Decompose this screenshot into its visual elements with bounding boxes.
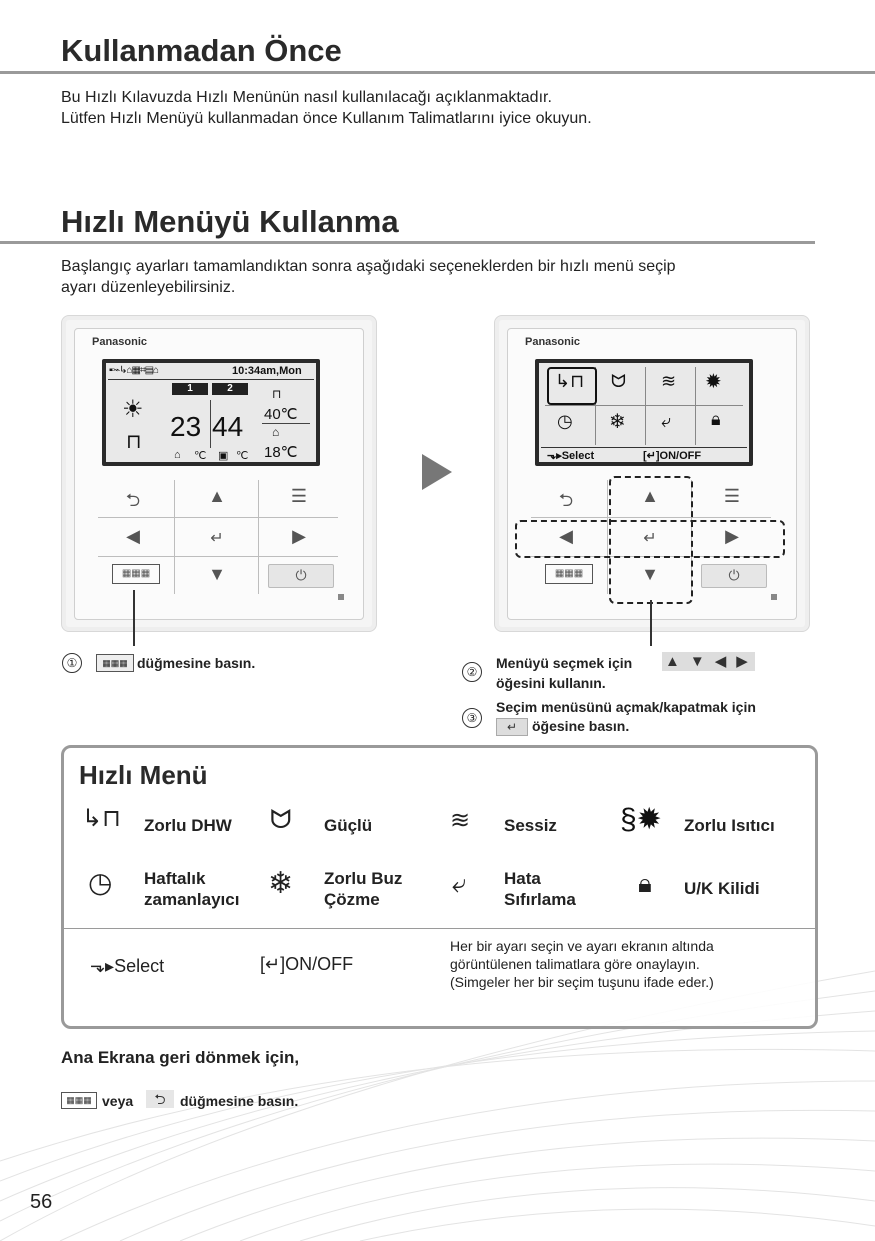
indicator-led: [771, 594, 777, 600]
quick-menu-panel: [61, 745, 818, 1029]
highlight-left-right: [515, 520, 785, 558]
item-weekly-timer: [144, 868, 239, 910]
lcd-select-hint: ⬎▸Select: [547, 450, 595, 462]
tank-small-icon: ▣: [218, 450, 229, 462]
lcd-screen: [102, 359, 320, 466]
quick-menu-title: Hızlı Menü: [79, 760, 208, 790]
select-legend: ⬎▸Select: [90, 956, 165, 976]
indicator-led: [338, 594, 344, 600]
intro-line: Lütfen Hızlı Menüyü kullanmadan önce Kullanım Talimatlarını iyice okuyun.: [61, 110, 592, 127]
power-button[interactable]: [701, 564, 767, 588]
return-key-icon: ⮌: [146, 1090, 174, 1108]
lock-icon: 🔒︎: [638, 868, 652, 898]
enter-button[interactable]: ↵: [210, 530, 224, 547]
step-2-line1: Menüyü seçmek için: [496, 655, 633, 671]
enter-key-icon: ↵: [496, 718, 528, 736]
onoff-label: ON/OFF: [659, 450, 702, 462]
section-title-before-use: Kullanmadan Önce: [61, 33, 342, 68]
item-label: zamanlayıcı: [144, 890, 240, 909]
weekly-timer-icon: ◷: [88, 867, 113, 898]
grid-line: [174, 480, 175, 594]
grid-line: [258, 480, 259, 594]
title-rule: [0, 71, 875, 74]
item-label: Çözme: [324, 890, 380, 909]
outdoor-icon: ⌂: [272, 425, 280, 439]
lcd-grid: [645, 367, 646, 445]
lcd-display: [106, 363, 316, 462]
brand-logo: Panasonic: [92, 336, 148, 348]
step-1-number: ①: [62, 653, 82, 673]
lcd-divider: [108, 379, 314, 380]
zone-1-badge: 1: [172, 383, 208, 395]
step-3-number: ③: [462, 708, 482, 728]
down-button[interactable]: ▼: [208, 564, 226, 584]
item-force-heater: Zorlu Isıtıcı: [684, 816, 775, 835]
pointer-line: [133, 590, 135, 646]
return-heading: Ana Ekrana geri dönmek için,: [61, 1048, 300, 1067]
menu-button[interactable]: ☰: [290, 486, 308, 506]
item-label: Sıfırlama: [504, 890, 576, 909]
zone-2-badge: 2: [212, 383, 248, 395]
step-2-number: ②: [462, 662, 482, 682]
tank-icon: ⊓: [272, 387, 282, 401]
item-forced-defrost: [324, 868, 402, 910]
quick-menu-key-icon: ▦▦▦: [96, 654, 134, 672]
forced-dhw-icon: ↳⊓: [555, 371, 585, 391]
left-button[interactable]: ◀: [126, 526, 140, 546]
item-quiet: Sessiz: [504, 816, 557, 835]
title-rule: [0, 241, 815, 244]
item-powerful: Güçlü: [324, 816, 373, 835]
zone-1-temp: 23: [170, 411, 202, 442]
lcd-grid: [695, 367, 696, 445]
forced-defrost-icon: ❄: [268, 867, 294, 900]
return-button[interactable]: ⮌: [125, 490, 141, 510]
grid-line: [98, 556, 338, 557]
remote-controller-quick-menu: [494, 315, 810, 632]
forced-defrost-icon: ❄: [609, 411, 626, 433]
return-or: veya: [102, 1093, 134, 1109]
clock-readout: 10:34am,Mon: [232, 365, 302, 377]
page-number: 56: [30, 1191, 53, 1213]
outdoor-temp: 18℃: [264, 444, 298, 461]
quiet-icon: ≋: [661, 371, 677, 391]
lock-icon: 🔒︎: [711, 409, 721, 429]
arrow-keys-icon: ▲ ▼ ◀ ▶: [662, 652, 755, 670]
quick-menu-key-icon: ▦▦▦: [61, 1092, 97, 1109]
note-line: Her bir ayarı seçin ve ayarı ekranın altında: [450, 938, 714, 954]
unit-label: ℃: [194, 450, 207, 462]
down-button[interactable]: ▼: [641, 564, 659, 584]
onoff-legend-label: ON/OFF: [285, 954, 354, 974]
powerful-icon: ᗢ: [270, 804, 292, 834]
item-lock: U/K Kilidi: [684, 879, 760, 898]
power-button[interactable]: [268, 564, 334, 588]
select-label: Select: [561, 450, 595, 462]
return-button[interactable]: ⮌: [558, 490, 574, 510]
note-line: görüntülenen talimatlara göre onaylayın.: [450, 956, 700, 972]
return-press: düğmesine basın.: [180, 1093, 299, 1109]
step-1-text: düğmesine basın.: [137, 655, 256, 671]
up-button[interactable]: ▲: [641, 486, 659, 506]
step-3-line1: Seçim menüsünü açmak/kapatmak için: [496, 699, 756, 715]
quiet-icon: ≋: [450, 807, 471, 834]
force-heater-icon: ✹: [705, 371, 722, 393]
panel-divider: [64, 928, 815, 929]
item-forced-dhw: Zorlu DHW: [144, 816, 232, 835]
lcd-grid: [545, 405, 743, 406]
note-line: (Simgeler her bir seçim tuşunu ifade eder.): [450, 974, 714, 990]
unit-label: ℃: [236, 450, 249, 462]
error-reset-icon: ⤶: [452, 868, 467, 898]
quick-menu-note: [450, 937, 714, 991]
lcd-display: [539, 363, 749, 462]
force-heater-icon: §✹: [620, 803, 662, 836]
quick-menu-button[interactable]: ▦▦▦: [545, 564, 593, 584]
item-label: Hata: [504, 869, 541, 888]
enter-button[interactable]: ↵: [643, 530, 657, 547]
pointer-line: [650, 600, 652, 646]
step-2-line2: öğesini kullanın.: [496, 675, 606, 691]
right-button[interactable]: ▶: [292, 526, 306, 546]
quick-menu-button[interactable]: ▦▦▦: [112, 564, 160, 584]
section-title-quick-menu-use: Hızlı Menüyü Kullanma: [61, 204, 399, 239]
intro-paragraph: [61, 87, 592, 129]
left-button[interactable]: ◀: [559, 526, 573, 546]
next-arrow-icon: [420, 452, 454, 492]
lcd-divider: [541, 447, 747, 448]
power-icon: ⏻: [295, 567, 307, 583]
item-error-reset: [504, 868, 576, 910]
lcd-onoff-hint: [↵]ON/OFF: [643, 450, 702, 462]
onoff-legend: [↵]ON/OFF: [260, 954, 354, 974]
zone-2-temp: 44: [212, 411, 244, 442]
up-button[interactable]: ▲: [208, 486, 226, 506]
remote-controller-home: [61, 315, 377, 632]
lcd-divider: [262, 423, 310, 424]
item-label: Haftalık: [144, 869, 206, 888]
usage-line: ayarı düzenleyebilirsiniz.: [61, 279, 236, 296]
sun-icon: ☀: [122, 396, 144, 423]
home-temp-icon: ⌂: [174, 449, 181, 461]
powerful-icon: ᗢ: [611, 371, 626, 391]
tap-icon: ⊓: [126, 431, 142, 453]
power-icon: ⏻: [728, 567, 740, 583]
weekly-timer-icon: ◷: [557, 411, 573, 431]
usage-line: Başlangıç ayarları tamamlandıktan sonra aşağıdaki seçeneklerden bir hızlı menü seçip: [61, 258, 676, 275]
usage-paragraph: [61, 256, 676, 298]
item-label: Zorlu Buz: [324, 869, 403, 888]
tank-temp: 40℃: [264, 406, 298, 423]
right-button[interactable]: ▶: [725, 526, 739, 546]
temp-separator: [210, 400, 211, 448]
intro-line: Bu Hızlı Kılavuzda Hızlı Menünün nasıl kullanılacağı açıklanmaktadır.: [61, 89, 552, 106]
status-icons: ▪▫⌁↳⌂▦⌗▤⌂: [109, 365, 159, 376]
error-reset-icon: ⤶: [661, 411, 672, 431]
select-legend-label: Select: [114, 956, 165, 976]
brand-logo: Panasonic: [525, 336, 581, 348]
forced-dhw-icon: ↳⊓: [82, 805, 121, 832]
lcd-screen: [535, 359, 753, 466]
menu-button[interactable]: ☰: [723, 486, 741, 506]
step-3-line2: öğesine basın.: [532, 718, 630, 734]
